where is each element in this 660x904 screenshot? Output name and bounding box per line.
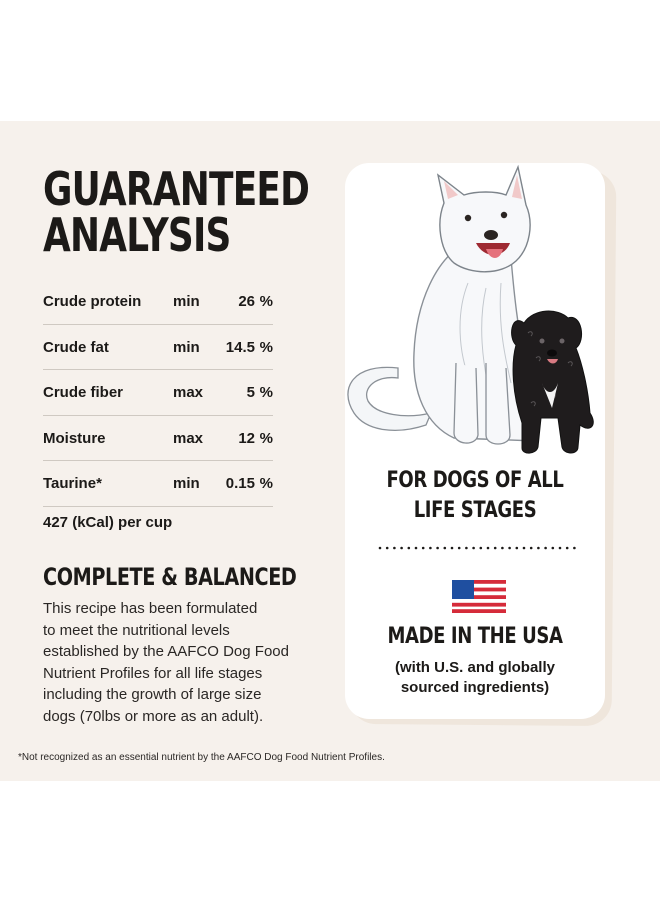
stages-line-2: LIFE STAGES (413, 498, 537, 523)
page-title (43, 162, 310, 262)
dog-illustration (336, 163, 606, 463)
sourcing-line-2: sourced ingredients) (400, 679, 550, 696)
nutrient-qualifier: min (173, 475, 200, 492)
nutrient-name: Crude fat (43, 338, 109, 356)
text-line: to meet the nutritional levels (43, 621, 230, 639)
nutrient-qualifier: min (173, 338, 200, 356)
nutrient-qualifier: min (173, 293, 200, 310)
sourcing-note (345, 658, 605, 698)
nutrient-name: Taurine* (43, 475, 102, 492)
nutrient-qualifier: max (173, 429, 204, 447)
title-line-2: ANALYSIS (43, 208, 231, 262)
us-flag-icon (452, 580, 506, 613)
complete-balanced-heading: COMPLETE & BALANCED (43, 563, 297, 591)
nutrient-qualifier: max (173, 384, 204, 401)
text-line: dogs (70lbs or more as an adult). (43, 707, 264, 725)
text-line: Nutrient Profiles for all life stages (43, 664, 263, 682)
nutrient-unit: % (259, 429, 273, 447)
nutrient-value: 12 (238, 429, 255, 447)
life-stages-heading (345, 466, 605, 526)
nutrient-unit: % (259, 338, 273, 356)
dotted-divider (378, 546, 578, 550)
nutrient-name: Crude fiber (43, 384, 124, 401)
made-in-usa-heading (345, 624, 605, 649)
analysis-row (43, 370, 273, 416)
nutrient-unit: % (259, 384, 273, 401)
analysis-row (43, 325, 273, 371)
analysis-row (43, 416, 273, 462)
nutrient-value: 5 (246, 384, 255, 401)
text-line: This recipe has been formulated (43, 600, 258, 617)
calorie-content: 427 (kCal) per cup (43, 514, 173, 531)
nutrient-unit: % (259, 293, 273, 310)
footnote: *Not recognized as an essential nutrient by the AAFCO Dog Food Nutrient Profiles. (18, 752, 385, 763)
analysis-table (43, 279, 273, 507)
analysis-row (43, 279, 273, 325)
stages-line-1: FOR DOGS OF ALL (386, 468, 564, 493)
nutrient-value: 26 (238, 293, 255, 310)
nutrient-value: 0.15 (225, 475, 255, 492)
sourcing-line-1: (with U.S. and globally (394, 659, 555, 676)
complete-balanced-text (43, 598, 313, 727)
nutrient-name: Moisture (43, 429, 106, 447)
analysis-row (43, 461, 273, 507)
nutrient-name: Crude protein (43, 293, 142, 310)
text-line: established by the AAFCO Dog Food (43, 643, 289, 660)
nutrient-value: 14.5 (225, 338, 255, 356)
made-in-usa-text: MADE IN THE USA (387, 624, 563, 649)
nutrient-unit: % (259, 475, 273, 492)
text-line: including the growth of large size (43, 686, 262, 703)
title-line-1: GUARANTEED (43, 162, 310, 216)
